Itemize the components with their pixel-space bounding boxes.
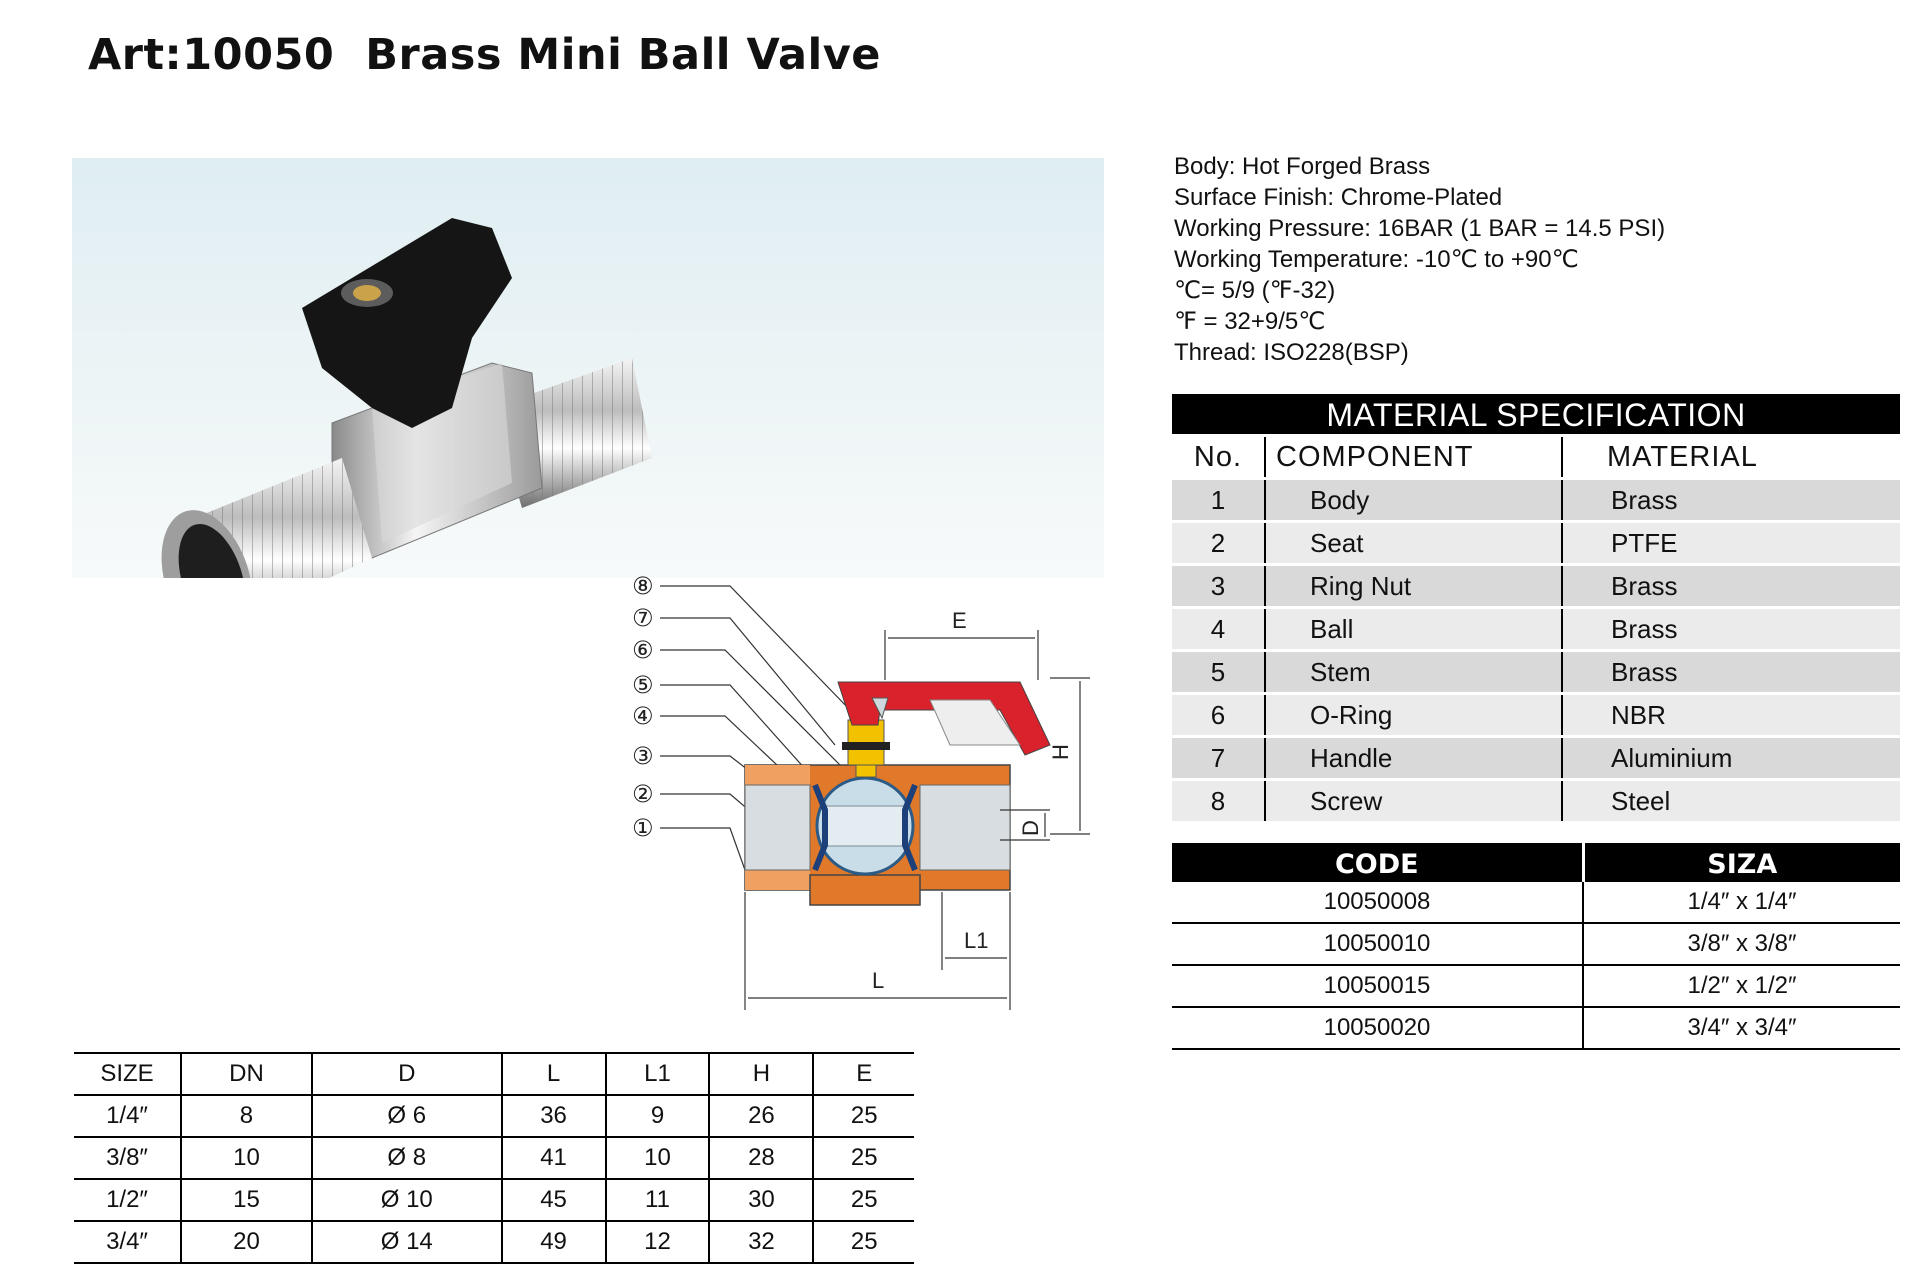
cell-no: 4	[1172, 608, 1265, 651]
header-siza: SIZA	[1583, 845, 1900, 883]
cell-code: 10050008	[1172, 882, 1583, 923]
table-row	[1172, 965, 1900, 1007]
part-number-1: ①	[632, 814, 654, 842]
material-table-title: MATERIAL SPECIFICATION	[1326, 397, 1746, 433]
cell-e: 25	[813, 1179, 914, 1221]
cell-component: O-Ring	[1265, 694, 1562, 737]
cell-siza: 1/4″ x 1/4″	[1583, 882, 1900, 923]
cell-no: 3	[1172, 565, 1265, 608]
cell-no: 8	[1172, 780, 1265, 822]
cell-l1: 9	[606, 1095, 710, 1137]
cell-material: Brass	[1562, 608, 1900, 651]
part-number-8: ⑧	[632, 572, 654, 600]
dimension-table	[74, 1052, 914, 1264]
cell-h: 28	[709, 1137, 813, 1179]
table-row	[74, 1179, 914, 1221]
spec-list	[1174, 151, 1665, 368]
cell-code: 10050020	[1172, 1007, 1583, 1049]
cell-l: 41	[502, 1137, 606, 1179]
cell-material: NBR	[1562, 694, 1900, 737]
cell-material: Brass	[1562, 565, 1900, 608]
header-no: No.	[1172, 436, 1265, 479]
cell-size: 1/4″	[74, 1095, 181, 1137]
dimension-label-d: D	[1018, 820, 1043, 836]
part-number-6: ⑥	[632, 636, 654, 664]
product-photo	[72, 158, 1104, 578]
dimension-label-h: H	[1048, 744, 1073, 760]
table-row	[1172, 1007, 1900, 1049]
cell-e: 25	[813, 1221, 914, 1263]
table-row	[74, 1095, 914, 1137]
table-row	[1172, 737, 1900, 780]
cell-l1: 12	[606, 1221, 710, 1263]
valve-illustration	[72, 158, 1104, 578]
spec-working-temperature: Working Temperature: -10℃ to +90℃	[1174, 246, 1579, 273]
cell-dn: 10	[181, 1137, 312, 1179]
cell-l: 45	[502, 1179, 606, 1221]
cell-dn: 8	[181, 1095, 312, 1137]
table-row	[1172, 780, 1900, 822]
header-l1: L1	[606, 1053, 710, 1095]
cell-component: Body	[1265, 479, 1562, 522]
cell-code: 10050010	[1172, 923, 1583, 965]
spec-surface-finish: Surface Finish: Chrome-Plated	[1174, 184, 1503, 211]
material-table-title-row	[1172, 396, 1900, 436]
spec-thread: Thread: ISO228(BSP)	[1174, 339, 1409, 366]
header-e: E	[813, 1053, 914, 1095]
part-number-4: ④	[632, 702, 654, 730]
cell-e: 25	[813, 1095, 914, 1137]
cell-dn: 15	[181, 1179, 312, 1221]
cell-no: 1	[1172, 479, 1265, 522]
cell-d: Ø 14	[312, 1221, 502, 1263]
cell-siza: 3/4″ x 3/4″	[1583, 1007, 1900, 1049]
table-row	[1172, 882, 1900, 923]
cell-material: Brass	[1562, 479, 1900, 522]
part-number-3: ③	[632, 742, 654, 770]
cell-l: 49	[502, 1221, 606, 1263]
header-d: D	[312, 1053, 502, 1095]
table-row	[1172, 651, 1900, 694]
cell-dn: 20	[181, 1221, 312, 1263]
header-component: COMPONENT	[1265, 436, 1562, 479]
cell-l1: 10	[606, 1137, 710, 1179]
cell-e: 25	[813, 1137, 914, 1179]
dimension-label-l1: L1	[964, 928, 989, 953]
cell-d: Ø 10	[312, 1179, 502, 1221]
table-row	[1172, 923, 1900, 965]
spec-fahrenheit-formula: ℉ = 32+9/5℃	[1174, 308, 1326, 335]
cell-no: 7	[1172, 737, 1265, 780]
table-row	[74, 1137, 914, 1179]
cell-no: 2	[1172, 522, 1265, 565]
material-table-header-row	[1172, 436, 1900, 479]
page-title: Art:10050 Brass Mini Ball Valve	[88, 30, 881, 80]
dimension-table-header-row	[74, 1053, 914, 1095]
valve-cross-section-diagram	[620, 570, 1100, 1010]
cell-component: Screw	[1265, 780, 1562, 822]
cell-h: 30	[709, 1179, 813, 1221]
cell-no: 6	[1172, 694, 1265, 737]
dimension-label-e: E	[952, 608, 967, 633]
code-table-header-row	[1172, 845, 1900, 883]
cell-material: PTFE	[1562, 522, 1900, 565]
part-number-5: ⑤	[632, 671, 654, 699]
spec-celsius-formula: ℃= 5/9 (℉-32)	[1174, 277, 1336, 304]
table-row	[1172, 522, 1900, 565]
cell-size: 3/8″	[74, 1137, 181, 1179]
header-material: MATERIAL	[1562, 436, 1900, 479]
cell-component: Handle	[1265, 737, 1562, 780]
cell-size: 1/2″	[74, 1179, 181, 1221]
cell-material: Steel	[1562, 780, 1900, 822]
header-h: H	[709, 1053, 813, 1095]
cell-material: Aluminium	[1562, 737, 1900, 780]
table-row	[1172, 479, 1900, 522]
part-number-7: ⑦	[632, 604, 654, 632]
table-row	[74, 1221, 914, 1263]
table-row	[1172, 694, 1900, 737]
cell-l1: 11	[606, 1179, 710, 1221]
cell-d: Ø 6	[312, 1095, 502, 1137]
dimension-label-l: L	[872, 968, 885, 993]
cell-l: 36	[502, 1095, 606, 1137]
code-size-table	[1172, 843, 1900, 1050]
header-code: CODE	[1172, 845, 1583, 883]
cell-component: Stem	[1265, 651, 1562, 694]
header-size: SIZE	[74, 1053, 181, 1095]
cell-h: 26	[709, 1095, 813, 1137]
table-row	[1172, 608, 1900, 651]
spec-body: Body: Hot Forged Brass	[1174, 153, 1431, 180]
cell-material: Brass	[1562, 651, 1900, 694]
table-row	[1172, 565, 1900, 608]
header-dn: DN	[181, 1053, 312, 1095]
cell-code: 10050015	[1172, 965, 1583, 1007]
cell-siza: 3/8″ x 3/8″	[1583, 923, 1900, 965]
spec-working-pressure: Working Pressure: 16BAR (1 BAR = 14.5 PSI)	[1174, 215, 1666, 242]
cell-component: Seat	[1265, 522, 1562, 565]
cell-no: 5	[1172, 651, 1265, 694]
cell-component: Ring Nut	[1265, 565, 1562, 608]
part-number-2: ②	[632, 780, 654, 808]
material-specification-table	[1172, 394, 1900, 821]
cell-component: Ball	[1265, 608, 1562, 651]
cell-h: 32	[709, 1221, 813, 1263]
cross-section-svg	[620, 570, 1100, 1010]
cell-d: Ø 8	[312, 1137, 502, 1179]
cell-siza: 1/2″ x 1/2″	[1583, 965, 1900, 1007]
header-l: L	[502, 1053, 606, 1095]
cell-size: 3/4″	[74, 1221, 181, 1263]
